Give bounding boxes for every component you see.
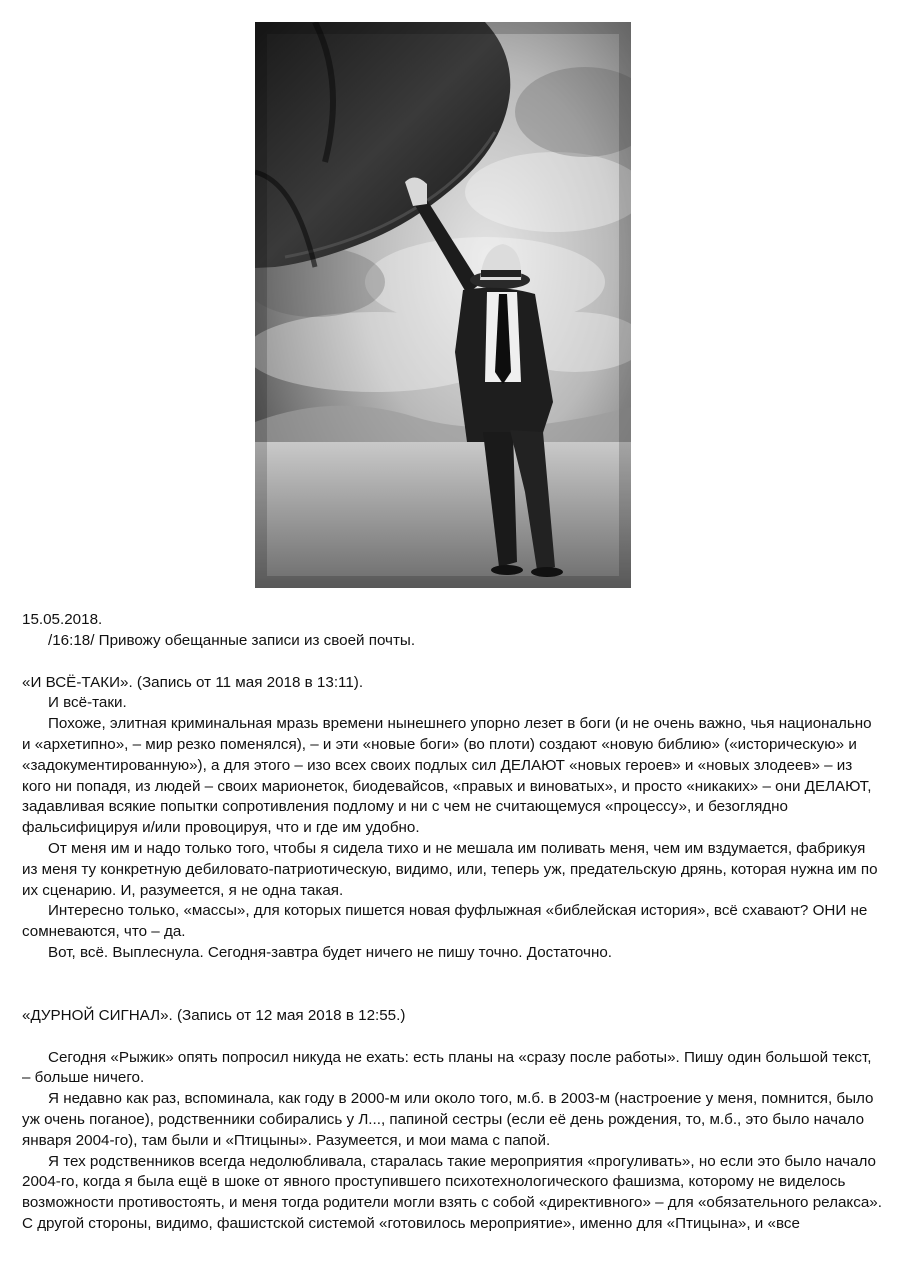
entry1-paragraph-4: Интересно только, «массы», для которых пишется новая фуфлыжная «библейская история», всё схавают? ОНИ не сомневаются, что – да. (22, 902, 868, 941)
entry1-paragraph-2: Похоже, элитная криминальная мразь времени нынешнего упорно лезет в боги (и не очень важно, чья национально и «архетипно», – мир резко поменялся), – и эти «новые боги» (во плоти) создают «новую библию» («историческую» и «задокументированную»), а для этого – изо всех своих подлых сил ДЕЛАЮТ «новых героев» и «новых злодеев» – из кого ни попадя, из людей – своих марионеток, биодевайсов, «правых и виноватых», и просто «никаких» – они ДЕЛАЮТ, задавливая всякие попытки сопротивления подлому и ни с чем не считающемуся «процессу», и безоглядно фальсифицируя и/или провоцируя, что и где им удобно. (22, 715, 872, 837)
entry2-paragraph-3: Я тех родственников всегда недолюбливала, старалась такие мероприятия «прогуливать», но если это было начало 2004-го, когда я была ещё в шоке от явного проступившего психотехнологического фашизма, которому не виделось возможности противостоять, и меня тогда родители могли взять с собой «директивного» – для «обязательного релакса». С другой стороны, видимо, фашистской системой «готовилось мероприятие», именно для «Птицына», и «все (22, 1152, 882, 1232)
post-date: 15.05.2018. (22, 611, 103, 628)
post-text (22, 610, 882, 1235)
entry2-paragraph-2: Я недавно как раз, вспоминала, как году в 2000-м или около того, м.б. в 2003-м (настроение у меня, помнится, было уж очень поганое), родственники собирались у Л..., папиной сестры (если её день рождения, то, м.б., это было начало января 2004-го), там были и «Птицыны». Разумеется, и мои мама с папой. (22, 1090, 874, 1149)
illustration-photo (255, 22, 631, 588)
entry2-paragraph-1: Сегодня «Рыжик» опять попросил никуда не ехать: есть планы на «сразу после работы». Пишу один большой текст, – больше ничего. (22, 1048, 872, 1087)
entry1-paragraph-3: От меня им и надо только того, чтобы я сидела тихо и не мешала им поливать меня, чем им вздумается, фабрикуя из меня ту конкретную дебиловато-патриотическую, видимо, или, теперь уж, предательскую дрянь, которая нужна им по их сценарию. И, разумеется, я не одна такая. (22, 839, 878, 899)
man-under-giant-shoe-photo (255, 22, 631, 588)
entry1-paragraph-5: Вот, всё. Выплеснула. Сегодня-завтра будет ничего не пишу точно. Достаточно. (48, 943, 613, 961)
entry-heading-2: «ДУРНОЙ СИГНАЛ». (Запись от 12 мая 2018 в 12:55.) (22, 1006, 406, 1024)
entry1-paragraph-1: И всё-таки. (48, 694, 127, 712)
intro-line: /16:18/ Привожу обещанные записи из своей почты. (48, 631, 416, 649)
entry-heading-1: «И ВСЁ-ТАКИ». (Запись от 11 мая 2018 в 13:11). (22, 673, 364, 691)
